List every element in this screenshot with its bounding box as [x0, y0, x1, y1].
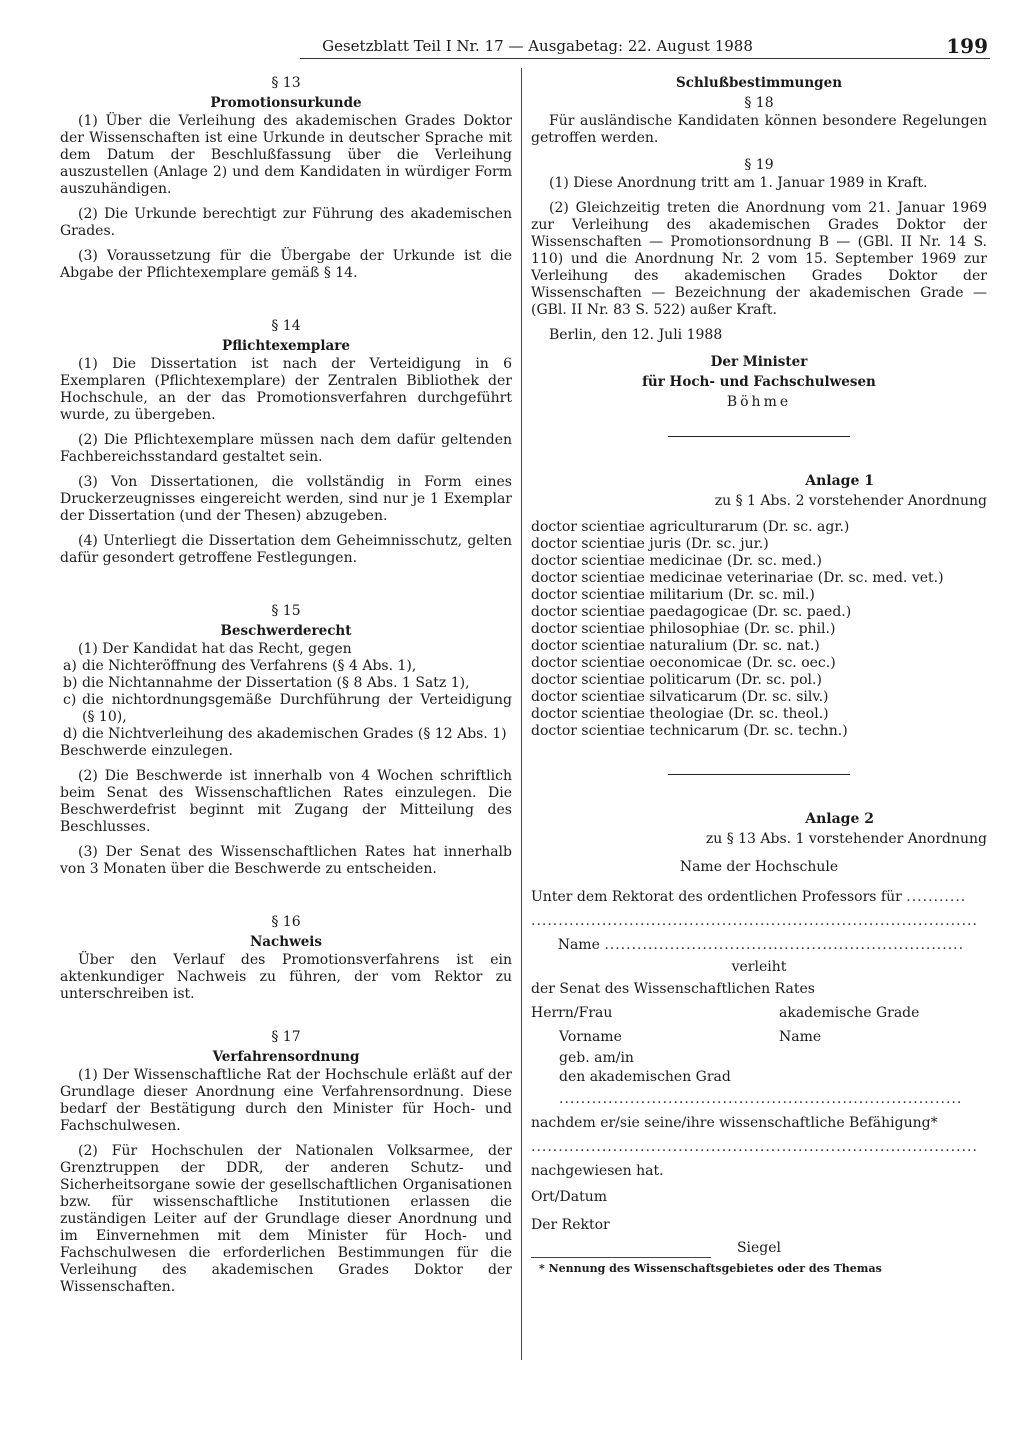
form-name-line: Name .................................................................. — [557, 937, 965, 953]
form-nachgewiesen: nachgewiesen hat. — [531, 1163, 664, 1179]
section-14-para-3: (3) Von Dissertationen, die vollständig in Form eines Druckerzeugnisses eingereicht werden, sind nur je 1 Exemplar der Dissertation (und der Thesen) abzugeben. — [60, 474, 512, 524]
form-akad-grade: akademische Grade — [779, 1005, 920, 1021]
form-row-herrn — [531, 1001, 987, 1025]
list-item: doctor scientiae theologiae (Dr. sc. theol.) — [531, 706, 829, 722]
signature-title-1: Der Minister — [710, 354, 808, 370]
column-divider — [521, 68, 522, 1360]
form-geb: geb. am/in — [559, 1050, 634, 1066]
anlage-2-title: Anlage 2 — [805, 811, 874, 827]
section-15-para-2: (2) Die Beschwerde ist innerhalb von 4 Wochen schriftlich beim Senat des Wissenschaftlichen Rates einzulegen. Die Beschwerdefrist beginnt mit Zugang der Mitteilung des Beschlusses. — [60, 768, 512, 835]
anlage-1-title: Anlage 1 — [805, 473, 874, 489]
section-15-title: Beschwerderecht — [220, 623, 352, 639]
form-rektor: Der Rektor — [531, 1217, 610, 1233]
degree-list — [531, 519, 987, 740]
list-item: a) die Nichteröffnung des Verfahrens (§ 4 Abs. 1), — [63, 658, 417, 674]
section-13-number: § 13 — [271, 75, 301, 91]
section-18-number: § 18 — [744, 95, 774, 111]
running-head: Gesetzblatt Teil I Nr. 17 — Ausgabetag: 22. August 1988 — [322, 37, 753, 55]
form-vorname: Vorname — [559, 1029, 622, 1045]
form-blank-line: .................................................................................. — [531, 913, 978, 929]
section-18-para-1: Für ausländische Kandidaten können besondere Regelungen getroffen werden. — [531, 113, 987, 146]
section-15-list — [60, 658, 512, 743]
form-den-grad: den akademischen Grad — [559, 1069, 731, 1085]
list-item: c) die nichtordnungsgemäße Durchführung der Verteidigung (§ 10), — [63, 692, 512, 725]
form-hochschule: Name der Hochschule — [679, 859, 839, 875]
form-row-vorname — [531, 1025, 987, 1049]
header-rule — [300, 58, 990, 59]
form-ort-datum: Ort/Datum — [531, 1189, 608, 1205]
section-13-para-3: (3) Voraussetzung für die Übergabe der Urkunde ist die Abgabe der Pflichtexemplare gemäß § 14. — [60, 248, 512, 281]
list-item: doctor scientiae oeconomicae (Dr. sc. oec.) — [531, 655, 836, 671]
form-herrn: Herrn/Frau — [531, 1005, 613, 1021]
section-17-number: § 17 — [271, 1029, 301, 1045]
right-column — [531, 73, 987, 1276]
section-15-para-3: (3) Der Senat des Wissenschaftlichen Rates hat innerhalb von 3 Monaten über die Beschwerde zu entscheiden. — [60, 844, 512, 877]
section-14-title: Pflichtexemplare — [222, 338, 350, 354]
list-item: doctor scientiae politicarum (Dr. sc. pol.) — [531, 672, 822, 688]
form-blank-line: .......................................................................... — [559, 1091, 963, 1107]
form-siegel: Siegel — [736, 1240, 782, 1256]
section-13-title: Promotionsurkunde — [210, 95, 362, 111]
list-item: doctor scientiae agriculturarum (Dr. sc. agr.) — [531, 519, 850, 535]
section-19-number: § 19 — [744, 157, 774, 173]
section-19-para-2: (2) Gleichzeitig treten die Anordnung vom 21. Januar 1969 zur Verleihung des akademischen Grades Doktor der Wissenschaften — Promotionsordnung B — (GBl. II Nr. 14 S. 110) und die Anordnung Nr. 2 vom 15. September 1969 zur Verleihung des akademischen Grades Doktor der Wissenschaften — Bezeichnung der akademischen Grade — (GBl. II Nr. 83 S. 522) außer Kraft. — [531, 200, 987, 318]
section-17-title: Verfahrensordnung — [212, 1049, 360, 1065]
section-17-para-2: (2) Für Hochschulen der Nationalen Volksarmee, der Grenztruppen der DDR, der anderen Schutz- und Sicherheitsorgane sowie der gesellschaftlichen Organisationen bzw. für wissenschaftliche Institutionen erlassen die zuständigen Leiter auf der Grundlage dieser Anordnung und im Einvernehmen mit dem Minister für Hoch- und Fachschulwesen die erforderlichen Bestimmungen für die Verleihung des akademischen Grades Doktor der Wissenschaften. — [60, 1143, 512, 1295]
list-item: doctor scientiae naturalium (Dr. sc. nat.) — [531, 638, 820, 654]
form-name-2: Name — [779, 1029, 822, 1045]
section-16-title: Nachweis — [249, 934, 323, 950]
section-16-para-1: Über den Verlauf des Promotionsverfahrens ist ein aktenkundiger Nachweis zu führen, der vom Rektor zu unterschreiben ist. — [60, 952, 512, 1002]
anlage-1-subtitle: zu § 1 Abs. 2 vorstehender Anordnung — [714, 493, 987, 509]
page-number: 199 — [946, 34, 988, 58]
section-14-para-4: (4) Unterliegt die Dissertation dem Geheimnisschutz, gelten dafür gesondert getroffene Festlegungen. — [60, 533, 512, 566]
section-16-number: § 16 — [271, 914, 301, 930]
section-17-para-1: (1) Der Wissenschaftliche Rat der Hochschule erläßt auf der Grundlage dieser Anordnung eine Verfahrensordnung. Diese bedarf der Bestätigung durch den Minister für Hoch- und Fachschulwesen. — [60, 1067, 512, 1134]
list-item: doctor scientiae medicinae veterinariae (Dr. sc. med. vet.) — [531, 570, 944, 586]
schlussbestimmungen-title: Schlußbestimmungen — [675, 75, 843, 91]
form-name: Name — [557, 937, 600, 953]
form-senat: der Senat des Wissenschaftlichen Rates — [531, 981, 815, 997]
form-blank-line: .................................................................................. — [531, 1139, 978, 1155]
list-item: b) die Nichtannahme der Dissertation (§ 8 Abs. 1 Satz 1), — [63, 675, 470, 691]
form-verleiht: verleiht — [731, 959, 787, 975]
section-15-number: § 15 — [271, 603, 301, 619]
signature-name: Böhme — [726, 394, 792, 410]
anlage-2-subtitle: zu § 13 Abs. 1 vorstehender Anordnung — [705, 831, 987, 847]
form-rektorat-line: Unter dem Rektorat des ordentlichen Professors für ........... — [531, 889, 967, 905]
form-rektorat: Unter dem Rektorat des ordentlichen Professors für — [531, 889, 902, 905]
section-15-para-1-end: Beschwerde einzulegen. — [60, 743, 233, 759]
section-14-number: § 14 — [271, 318, 301, 334]
list-item: doctor scientiae medicinae (Dr. sc. med.) — [531, 553, 822, 569]
list-item: doctor scientiae militarium (Dr. sc. mil.) — [531, 587, 815, 603]
section-14-para-1: (1) Die Dissertation ist nach der Verteidigung in 6 Exemplaren (Pflichtexemplare) der Zentralen Bibliothek der Hochschule, an der das Promotionsverfahren durchgeführt wurde, zu übergeben. — [60, 356, 512, 423]
left-column — [60, 73, 512, 1296]
signature-title-2: für Hoch- und Fachschulwesen — [642, 374, 876, 390]
footnote-rule — [531, 1257, 711, 1258]
list-item: doctor scientiae silvaticarum (Dr. sc. silv.) — [531, 689, 829, 705]
place-date: Berlin, den 12. Juli 1988 — [549, 327, 723, 343]
section-19-para-1: (1) Diese Anordnung tritt am 1. Januar 1989 in Kraft. — [549, 175, 928, 191]
list-item: doctor scientiae technicarum (Dr. sc. techn.) — [531, 723, 848, 739]
section-13-para-1: (1) Über die Verleihung des akademischen Grades Doktor der Wissenschaften ist eine Urkunde in deutscher Sprache mit dem Datum der Beschlußfassung über die Verleihung auszustellen (Anlage 2) und dem Kandidaten in würdiger Form auszuhändigen. — [60, 113, 512, 197]
form-nachdem: nachdem er/sie seine/ihre wissenschaftliche Befähigung* — [531, 1115, 938, 1131]
list-item: doctor scientiae philosophiae (Dr. sc. phil.) — [531, 621, 836, 637]
list-item: doctor scientiae paedagogicae (Dr. sc. paed.) — [531, 604, 852, 620]
list-item: doctor scientiae juris (Dr. sc. jur.) — [531, 536, 769, 552]
section-15-para-1: (1) Der Kandidat hat das Recht, gegen — [78, 641, 352, 657]
section-13-para-2: (2) Die Urkunde berechtigt zur Führung des akademischen Grades. — [60, 206, 512, 239]
section-14-para-2: (2) Die Pflichtexemplare müssen nach dem dafür geltenden Fachbereichsstandard gestaltet sein. — [60, 432, 512, 465]
footnote: * Nennung des Wissenschaftsgebietes oder des Themas — [539, 1262, 882, 1275]
list-item: d) die Nichtverleihung des akademischen Grades (§ 12 Abs. 1) — [63, 726, 507, 742]
